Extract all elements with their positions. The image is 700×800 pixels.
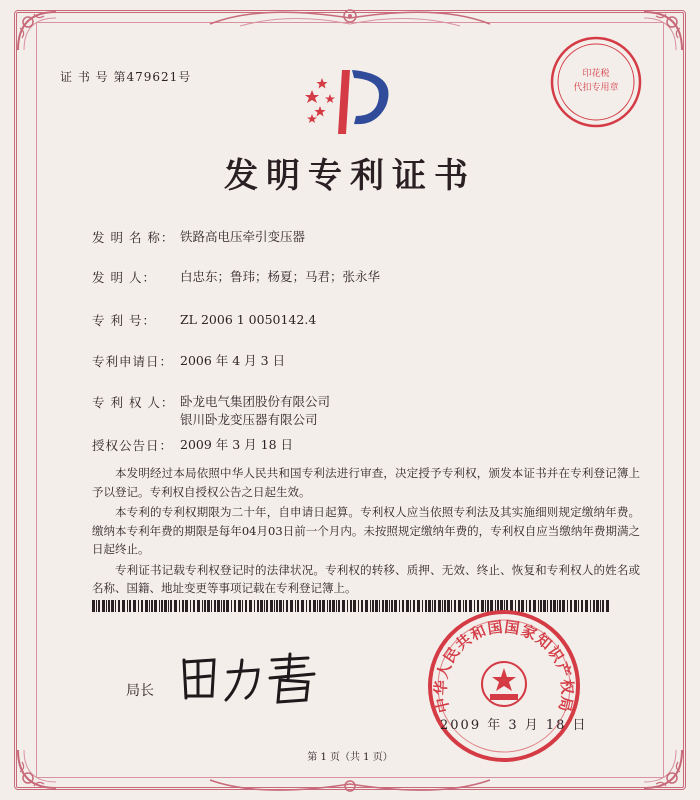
field-value: 2009 年 3 月 18 日 [180,437,294,452]
field-value: ZL 2006 1 0050142.4 [180,312,317,327]
field-patent-number [92,311,316,329]
issue-date: 2009 年 3 月 18 日 [440,718,588,733]
national-seal [424,606,584,766]
body-paragraph: 专利证书记载专利权登记时的法律状况。专利权的转移、质押、无效、终止、恢复和专利权人的姓名或名称、国籍、地址变更等事项记载在专利登记簿上。 [92,562,640,595]
certificate-number [60,68,191,85]
field-label: 专利申请日： [92,354,174,369]
certificate-title: 发明专利证书 [224,156,476,196]
field-value: 白忠东；鲁玮；杨夏；马君；张永华 [180,269,381,284]
field-label: 发 明 人： [92,270,156,285]
certificate-number-value: 第479621号 [113,70,192,84]
field-filing-date [92,352,285,370]
field-label: 发 明 名 称： [92,230,175,245]
sipo-logo-icon [298,62,408,142]
body-paragraph: 本发明经过本局依照中华人民共和国专利法进行审查，决定授予专利权，颁发本证书并在专利登记簿上予以登记。专利权自授权公告之日起生效。 [92,466,640,499]
field-label: 专 利 号： [92,313,156,328]
field-grant-date [92,436,293,454]
bottom-ornament [200,774,500,798]
corner-ornament [640,8,686,54]
certificate-number-label: 证 书 号 [60,70,109,84]
body-paragraph: 本专利的专利权期限为二十年，自申请日起算。专利权人应当依照专利法及其实施细则规定缴纳年费。缴纳本专利年费的期限是每年04月03日前一个月内。未按照规定缴纳年费的，专利权自应当缴纳年费期满之日起终止。 [92,505,640,556]
field-label: 授权公告日： [92,438,174,453]
director-signature [176,650,326,706]
field-inventors [92,268,380,286]
corner-ornament [14,8,60,54]
top-ornament [200,4,500,30]
field-invention-name [92,228,305,246]
svg-text:代扣专用章: 代扣专用章 [573,83,619,93]
field-label: 专 利 权 人： [92,395,175,410]
field-value: 2006 年 4 月 3 日 [180,353,286,368]
certificate-body [92,464,640,600]
field-value: 卧龙电气集团股份有限公司 [180,394,331,409]
seal-text: 中华人民共和国国家知识产权局 [431,617,577,715]
field-value: 银川卧龙变压器有限公司 [180,412,318,427]
field-patentee [92,393,330,429]
field-value: 铁路高电压牵引变压器 [180,229,306,244]
page-number: 第 1 页（共 1 页） [307,752,393,763]
svg-text:印花税: 印花税 [582,69,610,79]
director-title: 局长 [126,683,154,699]
tax-seal [548,34,644,130]
